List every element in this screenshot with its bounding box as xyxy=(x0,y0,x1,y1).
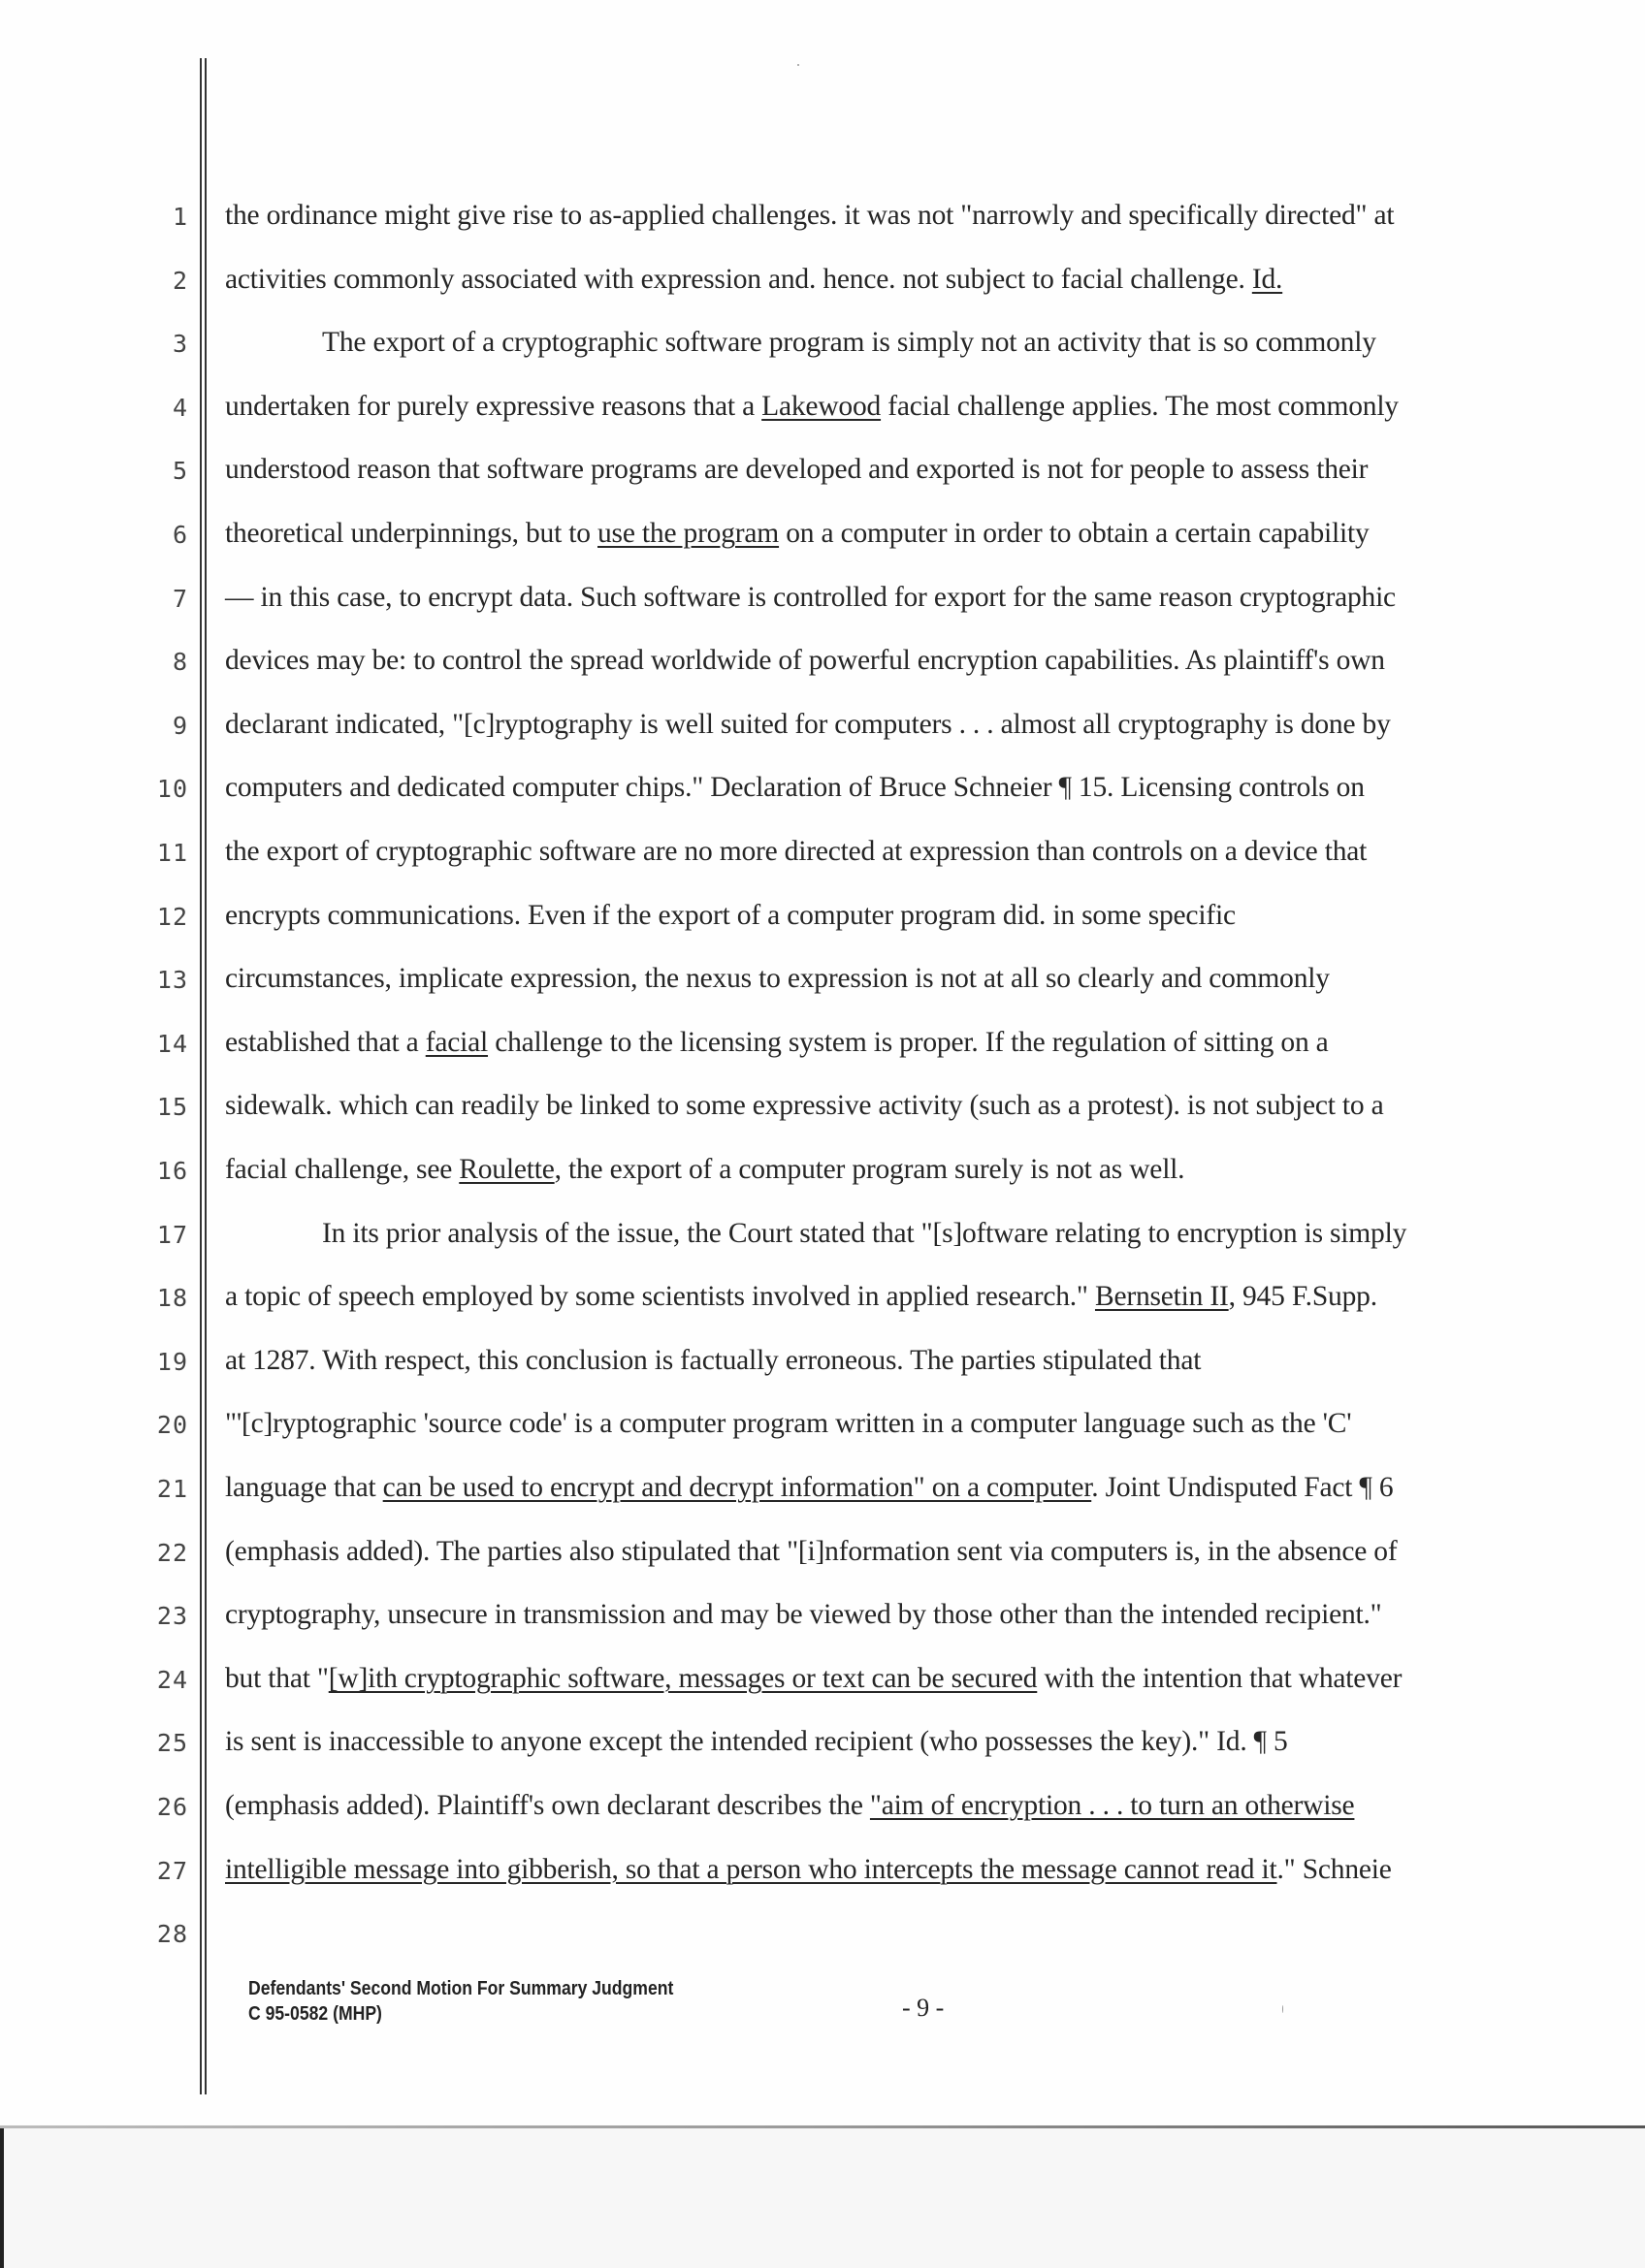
text-segment: devices may be: to control the spread worldwide of powerful encryption capabilities. As plaintiff's own xyxy=(225,645,1385,677)
line-number: 24 xyxy=(156,1665,188,1694)
text-segment: at 1287. With respect, this conclusion is factually erroneous. The parties stipulated that xyxy=(225,1344,1202,1376)
text-segment: , 945 F.Supp. xyxy=(1228,1281,1377,1313)
line-number: 19 xyxy=(156,1347,188,1376)
text-line xyxy=(225,962,1330,995)
line-number: 1 xyxy=(172,203,188,231)
text-segment: facial challenge applies. The most commonly xyxy=(881,390,1399,422)
line-number: 11 xyxy=(156,839,188,867)
text-line xyxy=(225,1089,1384,1122)
text-segment: encrypts communications. Even if the export of a computer program did. in some specific xyxy=(225,899,1236,931)
line-number: 2 xyxy=(172,266,188,295)
text-segment: undertaken for purely expressive reasons that a xyxy=(225,390,762,422)
text-segment: activities commonly associated with expression and. hence. not subject to facial challenge. xyxy=(225,263,1252,295)
line-number: 6 xyxy=(172,521,188,549)
text-line xyxy=(225,1280,1377,1313)
text-segment: language that xyxy=(225,1472,383,1503)
text-segment: but that " xyxy=(225,1662,329,1694)
text-segment: the ordinance might give rise to as-applied challenges. it was not "narrowly and specifically directed" at xyxy=(225,200,1395,231)
line-number: 26 xyxy=(156,1793,188,1821)
text-line xyxy=(225,1217,1406,1250)
underlined-citation: can be used to encrypt and decrypt information" on a computer xyxy=(382,1472,1092,1503)
text-segment: the export of cryptographic software are no more directed at expression than controls on a device that xyxy=(225,836,1368,867)
line-number: 16 xyxy=(156,1157,188,1185)
text-line xyxy=(225,644,1385,677)
text-line xyxy=(225,1662,1402,1695)
text-line xyxy=(225,199,1394,232)
underlined-citation: facial xyxy=(425,1026,489,1058)
line-number: 8 xyxy=(172,648,188,677)
text-line xyxy=(225,453,1368,486)
line-number: 7 xyxy=(172,584,188,613)
text-line xyxy=(225,771,1365,804)
line-number: 12 xyxy=(156,902,188,931)
line-number: 21 xyxy=(156,1475,188,1503)
line-number: 20 xyxy=(156,1411,188,1440)
scan-speck xyxy=(1282,2005,1283,2013)
text-line xyxy=(225,1789,1354,1822)
text-line xyxy=(225,1344,1201,1377)
text-segment: (emphasis added). Plaintiff's own declarant describes the xyxy=(225,1790,870,1821)
text-segment: challenge to the licensing system is proper. If the regulation of sitting on a xyxy=(488,1026,1329,1058)
text-line xyxy=(225,1598,1382,1631)
text-segment: sidewalk. which can readily be linked to some expressive activity (such as a protest). is not subject to a xyxy=(225,1090,1384,1122)
line-number: 27 xyxy=(156,1856,188,1885)
line-number: 13 xyxy=(156,966,188,995)
footer-document-title: Defendants' Second Motion For Summary Judgment xyxy=(248,1978,674,1999)
line-number: 14 xyxy=(156,1029,188,1058)
text-segment: established that a xyxy=(225,1026,426,1058)
text-segment: facial challenge, see xyxy=(225,1154,460,1185)
text-segment: computers and dedicated computer chips." Declaration of Bruce Schneier ¶ 15. Licensing controls on xyxy=(225,772,1365,804)
line-number: 22 xyxy=(156,1538,188,1567)
underlined-citation: Roulette xyxy=(459,1154,555,1185)
text-segment: with the intention that whatever xyxy=(1037,1662,1403,1694)
footer-case-number: C 95-0582 (MHP) xyxy=(248,2003,382,2025)
text-line xyxy=(225,1853,1392,1886)
scanner-bed xyxy=(0,2128,1645,2268)
underlined-citation: [w]ith cryptographic software, messages or text can be secured xyxy=(328,1662,1038,1694)
text-line xyxy=(225,326,1376,359)
text-line xyxy=(225,1407,1351,1440)
text-line xyxy=(225,1153,1184,1186)
text-segment: In its prior analysis of the issue, the Court stated that "[s]oftware relating to encryption is simply xyxy=(322,1217,1407,1249)
line-number: 25 xyxy=(156,1729,188,1758)
line-number: 15 xyxy=(156,1093,188,1122)
text-segment: is sent is inaccessible to anyone except the intended recipient (who possesses the key)." Id. ¶ 5 xyxy=(225,1726,1288,1758)
underlined-citation: use the program xyxy=(597,518,780,549)
underlined-citation: "aim of encryption . . . to turn an otherwise xyxy=(869,1790,1355,1821)
text-segment: cryptography, unsecure in transmission and may be viewed by those other than the intended recipient." xyxy=(225,1599,1382,1631)
page-number: - 9 - xyxy=(902,1994,945,2022)
text-line xyxy=(225,1026,1329,1059)
underlined-citation: Bernsetin II xyxy=(1094,1281,1229,1313)
text-line xyxy=(225,263,1282,296)
text-segment: . Joint Undisputed Fact ¶ 6 xyxy=(1091,1472,1394,1503)
text-line xyxy=(225,708,1391,741)
line-number: 10 xyxy=(156,775,188,804)
text-line xyxy=(225,1725,1288,1758)
text-segment: circumstances, implicate expression, the nexus to expression is not at all so clearly and commonly xyxy=(225,963,1330,995)
underlined-citation: Id. xyxy=(1251,263,1283,295)
text-segment: theoretical underpinnings, but to xyxy=(225,518,597,549)
text-line xyxy=(225,581,1396,614)
text-segment: The export of a cryptographic software program is simply not an activity that is so commonly xyxy=(322,327,1376,359)
text-line xyxy=(225,390,1399,423)
text-segment: understood reason that software programs are developed and exported is not for people to assess their xyxy=(225,454,1369,486)
text-segment: a topic of speech employed by some scientists involved in applied research." xyxy=(225,1281,1095,1313)
line-number: 23 xyxy=(156,1602,188,1631)
underlined-citation: Lakewood xyxy=(761,390,882,422)
text-segment: declarant indicated, "[c]ryptography is well suited for computers . . . almost all cryptography is done by xyxy=(225,708,1391,740)
line-number: 3 xyxy=(172,330,188,359)
text-segment: "'[c]ryptographic 'source code' is a computer program written in a computer language such as the 'C' xyxy=(225,1408,1352,1440)
text-line xyxy=(225,1471,1393,1504)
scanner-left-edge xyxy=(0,2128,4,2268)
text-line xyxy=(225,1535,1397,1568)
footer-caption xyxy=(248,1976,673,2027)
line-number: 18 xyxy=(156,1284,188,1313)
line-number: 9 xyxy=(172,711,188,740)
pleading-margin-double-rule xyxy=(200,58,207,2094)
text-segment: , the export of a computer program surely is not as well. xyxy=(554,1154,1185,1185)
scan-speck xyxy=(797,64,799,66)
text-segment: (emphasis added). The parties also stipulated that "[i]nformation sent via computers is, in the absence of xyxy=(225,1535,1398,1567)
text-segment: on a computer in order to obtain a certain capability xyxy=(779,518,1370,549)
text-segment: ." Schneie xyxy=(1276,1853,1392,1885)
line-number: 17 xyxy=(156,1220,188,1249)
text-line xyxy=(225,899,1236,932)
text-line xyxy=(225,517,1370,550)
line-number: 4 xyxy=(172,393,188,422)
text-segment: — in this case, to encrypt data. Such software is controlled for export for the same reason cryptographic xyxy=(225,581,1396,613)
line-number: 5 xyxy=(172,457,188,486)
text-line xyxy=(225,835,1367,868)
underlined-citation: intelligible message into gibberish, so that a person who intercepts the message cannot read it xyxy=(225,1853,1277,1885)
line-number: 28 xyxy=(156,1920,188,1949)
